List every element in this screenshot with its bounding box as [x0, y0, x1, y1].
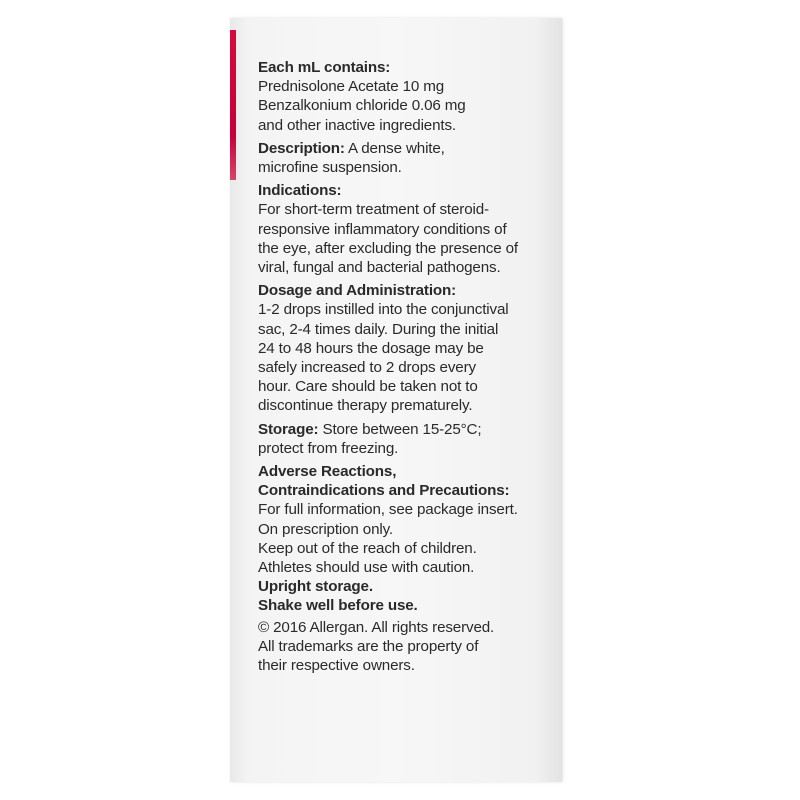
- description-line: microfine suspension.: [258, 159, 402, 177]
- description-section: [258, 139, 558, 177]
- adverse-heading: Adverse Reactions,: [258, 463, 397, 481]
- each-ml-heading: Each mL contains:: [258, 59, 391, 76]
- copyright-line: their respective owners.: [258, 657, 415, 675]
- each-ml-line: Benzalkonium chloride 0.06 mg: [258, 97, 466, 115]
- each-ml-section: [258, 58, 558, 135]
- adverse-line: Keep out of the reach of children.: [258, 539, 477, 557]
- indications-section: [258, 181, 558, 277]
- copyright-line: All trademarks are the property of: [258, 637, 479, 655]
- description-heading: Description:: [258, 139, 345, 157]
- adverse-line: For full information, see package insert.: [258, 501, 518, 519]
- indications-line: For short-term treatment of steroid-: [258, 201, 489, 219]
- description-line: [258, 139, 558, 158]
- dosage-line: 1-2 drops instilled into the conjunctival: [258, 301, 509, 319]
- adverse-section: [258, 462, 558, 577]
- adverse-heading: Contraindications and Precautions:: [258, 482, 510, 500]
- indications-heading: Indications:: [258, 182, 342, 200]
- dosage-heading: Dosage and Administration:: [258, 282, 457, 300]
- copyright-line: © 2016 Allergan. All rights reserved.: [258, 618, 495, 636]
- storage-text: Store between 15-25°C;: [318, 420, 482, 438]
- bold-notes: [258, 577, 558, 615]
- dosage-line: discontinue therapy prematurely.: [258, 397, 473, 415]
- each-ml-line: Prednisolone Acetate 10 mg: [258, 78, 445, 96]
- shake-well-note: Shake well before use.: [258, 597, 418, 615]
- dosage-section: [258, 281, 558, 415]
- storage-section: [258, 420, 558, 458]
- storage-heading: Storage:: [258, 420, 319, 438]
- storage-line: [258, 420, 558, 439]
- red-edge-strip: [230, 30, 236, 180]
- description-text: A dense white,: [344, 139, 445, 157]
- label-text-block: [258, 58, 558, 679]
- dosage-line: 24 to 48 hours the dosage may be: [258, 339, 484, 357]
- adverse-line: Athletes should use with caution.: [258, 559, 475, 577]
- indications-line: responsive inflammatory conditions of: [258, 220, 507, 238]
- storage-line: protect from freezing.: [258, 439, 399, 457]
- indications-line: viral, fungal and bacterial pathogens.: [258, 259, 501, 277]
- upright-storage-note: Upright storage.: [258, 578, 373, 596]
- dosage-line: safely increased to 2 drops every: [258, 359, 476, 377]
- adverse-line: On prescription only.: [258, 520, 394, 538]
- copyright-section: [258, 618, 558, 676]
- dosage-line: sac, 2-4 times daily. During the initial: [258, 320, 499, 338]
- each-ml-line: and other inactive ingredients.: [258, 116, 456, 134]
- dosage-line: hour. Care should be taken not to: [258, 378, 478, 396]
- indications-line: the eye, after excluding the presence of: [258, 239, 518, 257]
